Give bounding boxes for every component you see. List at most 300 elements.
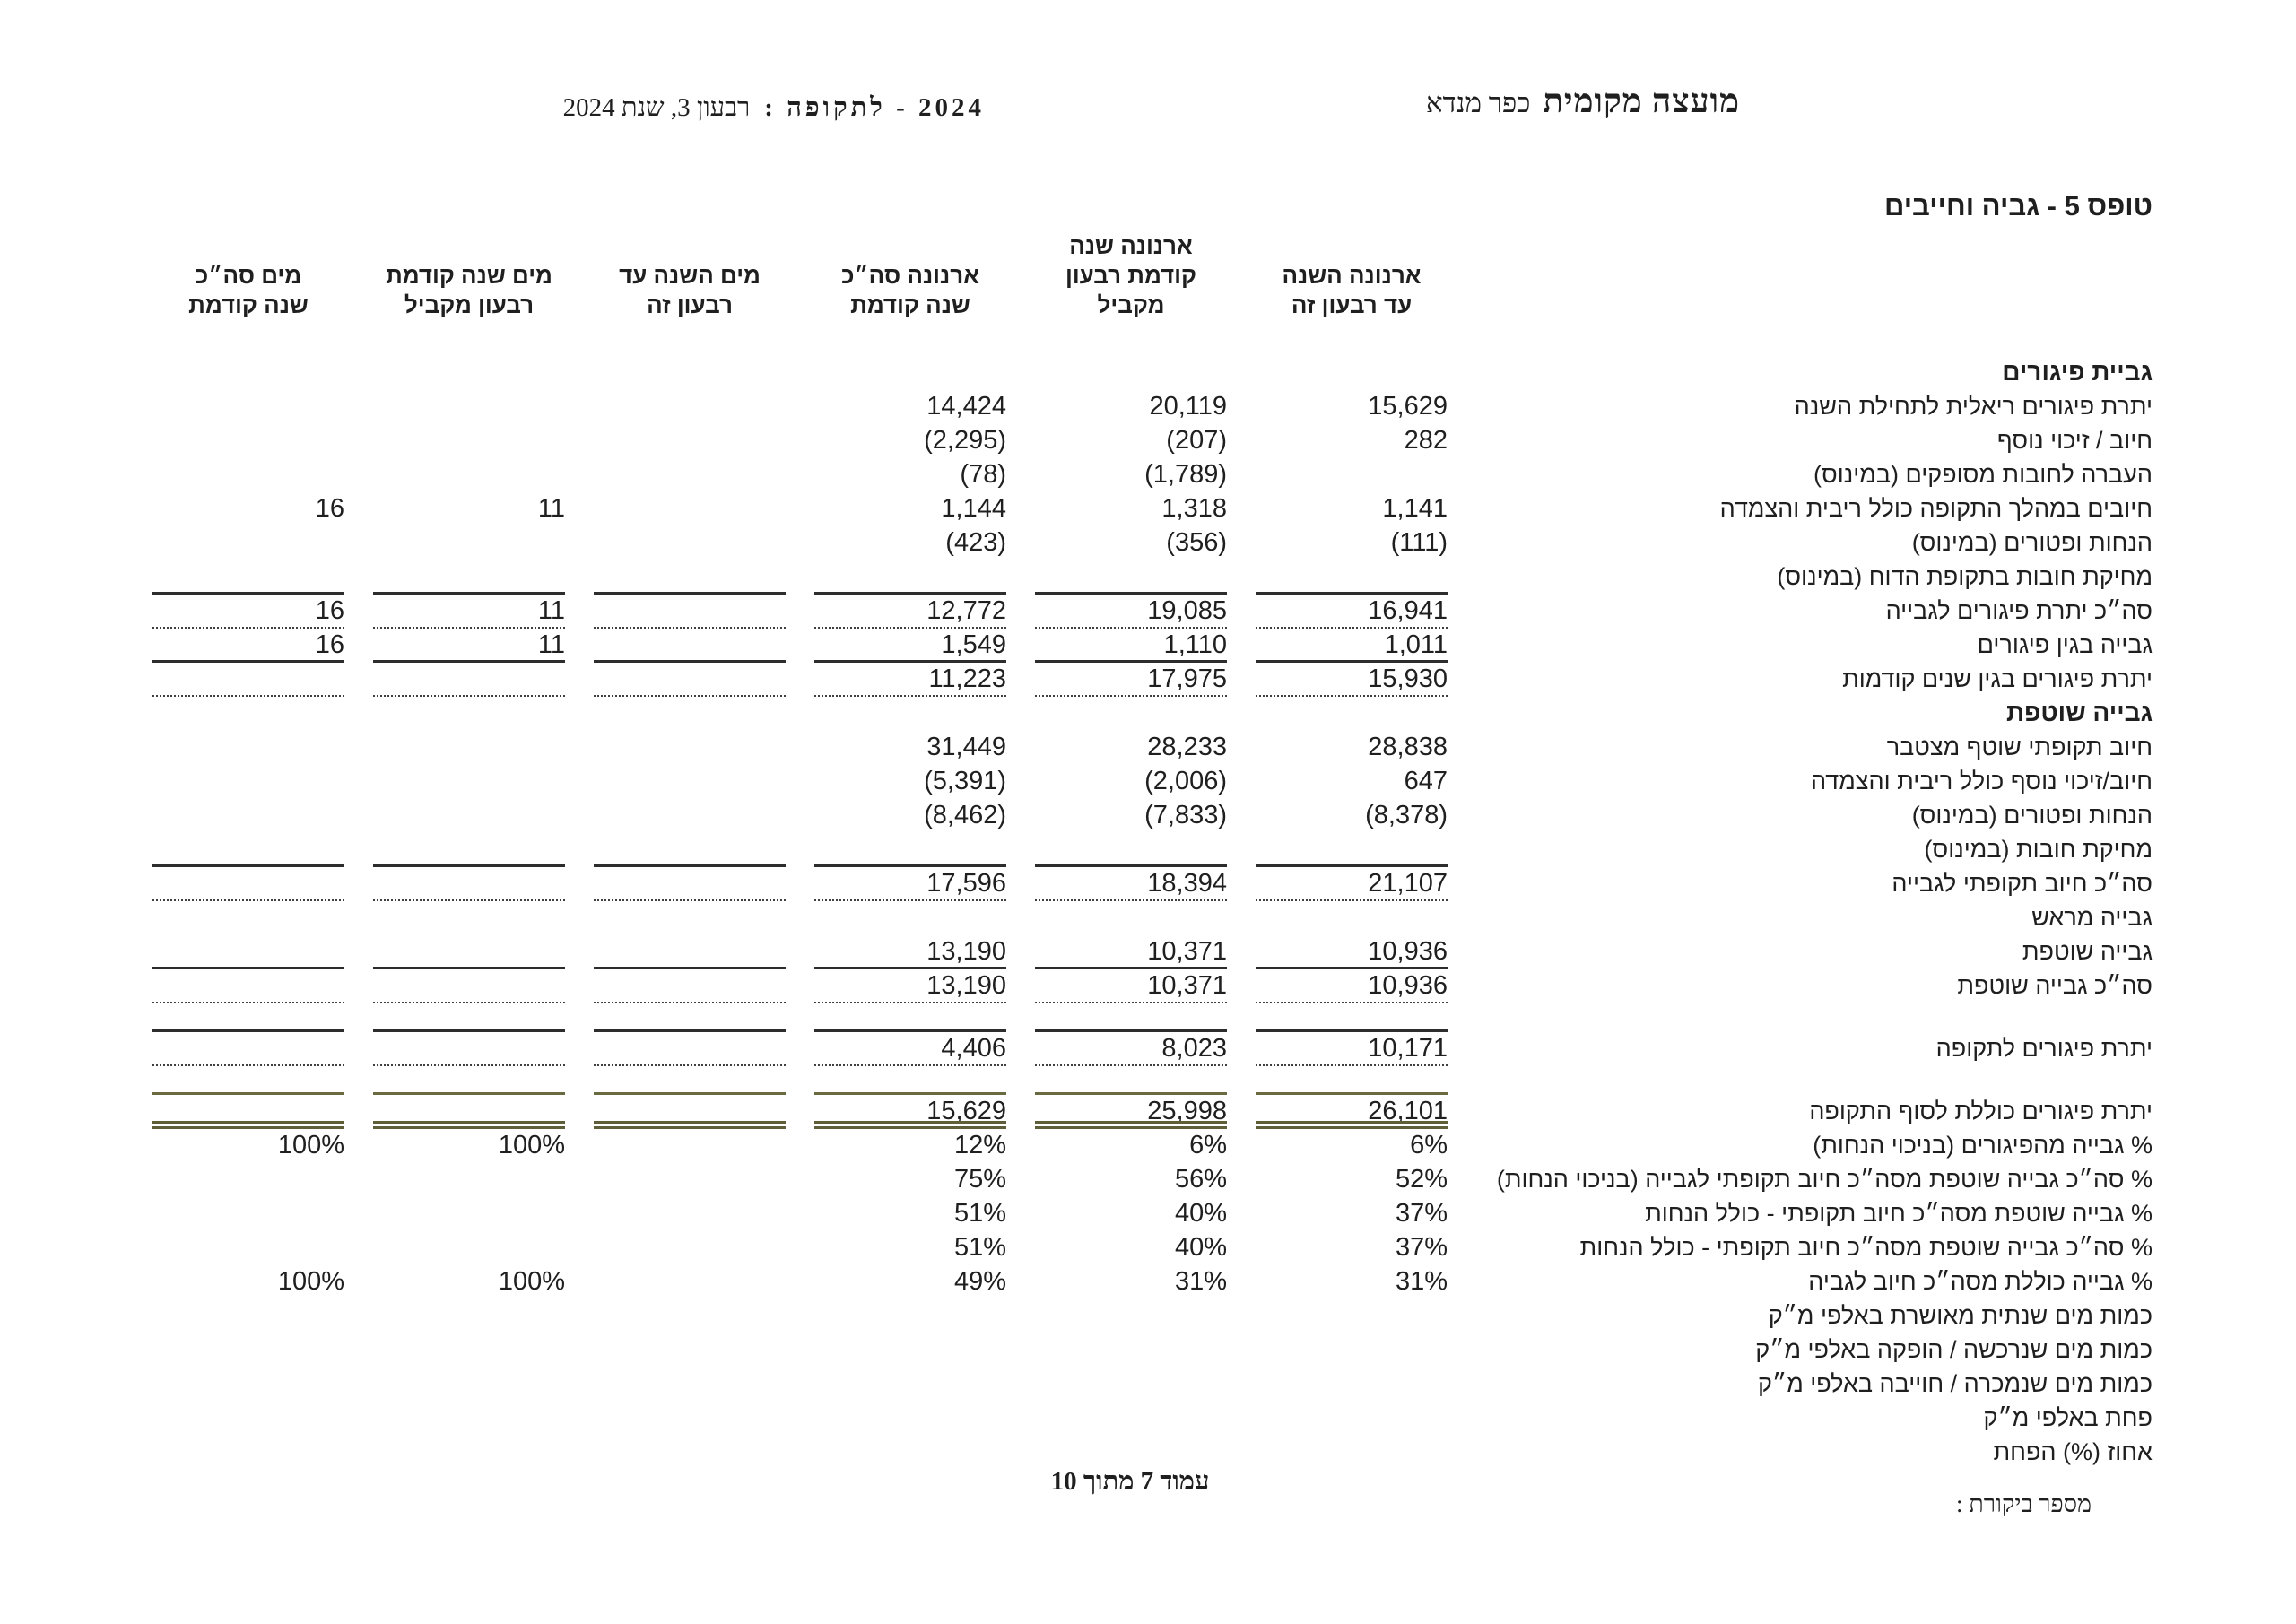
table-cell: [1021, 934, 1241, 968]
row-label: סה״כ יתרת פיגורים לגבייה: [1885, 597, 2152, 624]
row-label: הנחות ופטורים (במינוס): [1911, 802, 2152, 829]
table-cell: [579, 1367, 800, 1401]
table-cell: [579, 1003, 800, 1031]
row-label: כמות מים שנרכשה / הופקה באלפי מ״ק: [1755, 1336, 2152, 1363]
table-cell: [579, 457, 800, 491]
cell-value: 100%: [277, 1267, 344, 1296]
table-cell: [1021, 1065, 1241, 1094]
table-cell: [800, 662, 1021, 696]
table-cell: [800, 730, 1021, 764]
cell-value: 12%: [953, 1131, 1006, 1159]
table-cell: [800, 594, 1021, 628]
table-cell: [138, 594, 359, 628]
cell-value: 6%: [1189, 1131, 1227, 1159]
cell-value: (111): [1390, 528, 1448, 557]
table-cell: [1241, 1094, 1462, 1128]
table-cell: [359, 662, 579, 696]
rule-line-top: [1035, 1029, 1227, 1032]
table-cell: [579, 1401, 800, 1435]
council-type: מועצה מקומית: [1543, 83, 1740, 120]
row-label-header-spacer: [1462, 231, 2152, 324]
table-cell: [800, 798, 1021, 832]
table-cell: [359, 457, 579, 491]
table-cell: [1241, 628, 1462, 662]
table-cell: [1241, 696, 1462, 730]
table-cell: [1021, 1196, 1241, 1230]
table-cell: [1241, 491, 1462, 525]
cell-value: 15,629: [926, 1097, 1006, 1125]
table-cell: [800, 423, 1021, 457]
row-label: % גבייה שוטפת מסה״כ חיוב תקופתי - כולל הנחות: [1645, 1200, 2152, 1227]
table-cell: [800, 1230, 1021, 1264]
rule-line-top: [814, 1092, 1006, 1095]
table-cell: [579, 1196, 800, 1230]
row-label: גבייה מראש: [2031, 904, 2152, 931]
row-label: [1462, 1003, 2152, 1031]
table-cell: [1241, 1435, 1462, 1469]
cell-value: 6%: [1410, 1131, 1448, 1159]
row-label: העברה לחובות מסופקים (במינוס): [1813, 461, 2152, 488]
table-cell: [1241, 1162, 1462, 1196]
table-cell: [1241, 968, 1462, 1003]
table-cell: [359, 696, 579, 730]
cell-value: 647: [1404, 767, 1448, 795]
cell-value: 13,190: [926, 937, 1006, 966]
table-cell: [138, 1128, 359, 1162]
table-cell: [359, 594, 579, 628]
rule-line-top: [814, 592, 1006, 595]
table-cell: [359, 525, 579, 560]
table-cell: [800, 628, 1021, 662]
table-cell: [579, 900, 800, 934]
cell-value: 10,936: [1368, 937, 1448, 966]
table-cell: [138, 934, 359, 968]
table-cell: [138, 730, 359, 764]
table-cell: [138, 1367, 359, 1401]
column-header-line: שנה קודמת: [188, 291, 309, 318]
table-row: [138, 1367, 2152, 1401]
table-cell: [1021, 389, 1241, 423]
table-cell: [1241, 560, 1462, 594]
cell-value: 100%: [498, 1131, 565, 1159]
table-row: [138, 628, 2152, 662]
table-cell: [1021, 1031, 1241, 1065]
table-cell: [1241, 900, 1462, 934]
form-title: טופס 5 - גביה וחייבים: [1884, 190, 2152, 221]
cell-value: 15,930: [1368, 664, 1448, 693]
table-cell: [1241, 1264, 1462, 1298]
row-label: % סה״כ גבייה שוטפת מסה״כ חיוב תקופתי - כולל הנחות: [1579, 1234, 2152, 1261]
table-cell: [1241, 1003, 1462, 1031]
cell-value: 28,838: [1368, 733, 1448, 761]
table-cell: [800, 1065, 1021, 1094]
cell-value: 1,110: [1163, 630, 1227, 659]
rule-line-top: [1035, 864, 1227, 867]
table-cell: [1021, 628, 1241, 662]
table-cell: [579, 1298, 800, 1333]
column-header-line: מים סה״כ: [195, 262, 302, 289]
table-cell: [1241, 423, 1462, 457]
table-cell: [800, 934, 1021, 968]
table-cell: [579, 696, 800, 730]
table-cell: [1021, 696, 1241, 730]
table-row: [138, 1094, 2152, 1128]
table-cell: [359, 934, 579, 968]
cell-value: 11: [537, 630, 565, 659]
table-cell: [1241, 934, 1462, 968]
cell-value: 51%: [953, 1233, 1006, 1262]
rule-line-top: [1256, 1029, 1448, 1032]
cell-value: 21,107: [1368, 869, 1448, 898]
table-row: [138, 1435, 2152, 1469]
cell-value: 11,223: [928, 664, 1006, 693]
table-cell: [1021, 560, 1241, 594]
cell-value: 17,975: [1147, 664, 1227, 693]
rule-line-top: [152, 1029, 344, 1032]
rule-line-top: [373, 1029, 565, 1032]
cell-value: 49%: [953, 1267, 1006, 1296]
cell-value: (8,462): [924, 801, 1006, 829]
row-label: פחת באלפי מ״ק: [1983, 1404, 2152, 1431]
row-label: מחיקת חובות (במינוס): [1924, 836, 2152, 863]
cell-value: 10,371: [1147, 937, 1227, 966]
cell-value: 16: [315, 630, 344, 659]
table-cell: [579, 389, 800, 423]
row-label: חיובים במהלך התקופה כולל ריבית והצמדה: [1719, 495, 2152, 522]
column-header-line: עד רבעון זה: [1291, 291, 1413, 318]
table-cell: [138, 1264, 359, 1298]
table-row: [138, 934, 2152, 968]
table-cell: [1241, 1298, 1462, 1333]
table-cell: [1241, 1367, 1462, 1401]
cell-value: 16,941: [1368, 596, 1448, 625]
rule-line-top: [814, 864, 1006, 867]
table-cell: [579, 764, 800, 798]
table-cell: [1241, 1196, 1462, 1230]
council-name: כפר מנדא: [1426, 87, 1531, 118]
table-cell: [359, 1031, 579, 1065]
table-row: [138, 423, 2152, 457]
table-cell: [1021, 900, 1241, 934]
table-cell: [1021, 1367, 1241, 1401]
cell-value: 52%: [1395, 1165, 1448, 1194]
table-row: [138, 662, 2152, 696]
table-cell: [579, 662, 800, 696]
cell-value: 56%: [1174, 1165, 1227, 1194]
table-cell: [579, 1230, 800, 1264]
cell-value: 75%: [953, 1165, 1006, 1194]
cell-value: 14,424: [926, 392, 1006, 421]
table-cell: [138, 1162, 359, 1196]
table-row: [138, 355, 2152, 389]
table-cell: [579, 1094, 800, 1128]
row-label: גבייה שוטפת: [2022, 938, 2152, 965]
table-cell: [800, 355, 1021, 389]
table-cell: [1241, 389, 1462, 423]
table-cell: [359, 1196, 579, 1230]
table-cell: [579, 832, 800, 866]
table-cell: [359, 968, 579, 1003]
row-label: יתרת פיגורים כוללת לסוף התקופה: [1809, 1098, 2152, 1125]
table-cell: [1241, 594, 1462, 628]
cell-value: 20,119: [1149, 392, 1227, 421]
rule-line-top: [152, 864, 344, 867]
table-row: [138, 798, 2152, 832]
table-cell: [359, 1128, 579, 1162]
table-cell: [138, 1298, 359, 1333]
table-cell: [800, 1162, 1021, 1196]
table-cell: [138, 1401, 359, 1435]
table-cell: [1021, 457, 1241, 491]
table-row: [138, 1162, 2152, 1196]
cell-value: 10,371: [1147, 971, 1227, 1000]
row-label: % גבייה כוללת מסה״כ חיוב לגביה: [1808, 1268, 2152, 1295]
column-header-line: רבעון זה: [647, 291, 733, 318]
table-cell: [1021, 1435, 1241, 1469]
table-cell: [800, 968, 1021, 1003]
table-row: [138, 1031, 2152, 1065]
cell-value: 100%: [277, 1131, 344, 1159]
row-label: יתרת פיגורים לתקופה: [1935, 1035, 2152, 1062]
table-cell: [800, 1435, 1021, 1469]
table-cell: [1241, 1401, 1462, 1435]
table-cell: [138, 1031, 359, 1065]
cell-value: 4,406: [941, 1034, 1006, 1063]
row-label: אחוז (%) הפחת: [1993, 1438, 2152, 1465]
cell-value: 15,629: [1368, 392, 1448, 421]
table-cell: [1021, 832, 1241, 866]
table-cell: [1021, 1298, 1241, 1333]
column-header-line: שנה קודמת: [850, 291, 970, 318]
cell-value: (2,295): [924, 426, 1006, 455]
page-number: עמוד 7 מתוך 10: [1050, 1467, 1210, 1496]
column-header: [800, 231, 1021, 324]
table-row: [138, 1401, 2152, 1435]
table-cell: [138, 491, 359, 525]
row-label: חיוב תקופתי שוטף מצטבר: [1886, 734, 2152, 760]
table-cell: [800, 900, 1021, 934]
table-cell: [800, 1367, 1021, 1401]
column-header-line: מקביל: [1097, 291, 1165, 318]
table-cell: [359, 560, 579, 594]
table-cell: [138, 1230, 359, 1264]
table-cell: [800, 1003, 1021, 1031]
row-label: חיוב/זיכוי נוסף כולל ריבית והצמדה: [1810, 768, 2152, 795]
table-cell: [800, 1333, 1021, 1367]
table-cell: [359, 798, 579, 832]
table-cell: [1241, 355, 1462, 389]
table-cell: [800, 491, 1021, 525]
table-cell: [138, 1003, 359, 1031]
table-cell: [359, 491, 579, 525]
table-cell: [800, 696, 1021, 730]
rule-line-top: [1256, 1092, 1448, 1095]
council-header: [1426, 83, 1740, 121]
cell-value: 25,998: [1147, 1097, 1227, 1125]
cell-value: 1,011: [1384, 630, 1448, 659]
table-row: [138, 1196, 2152, 1230]
table-cell: [138, 1065, 359, 1094]
cell-value: (5,391): [924, 767, 1006, 795]
table-cell: [579, 355, 800, 389]
table-cell: [579, 1128, 800, 1162]
table-cell: [579, 1065, 800, 1094]
table-cell: [579, 423, 800, 457]
table-cell: [800, 1401, 1021, 1435]
table-cell: [579, 1435, 800, 1469]
table-cell: [800, 1196, 1021, 1230]
table-cell: [1021, 1003, 1241, 1031]
cell-value: (2,006): [1144, 767, 1227, 795]
table-cell: [138, 355, 359, 389]
table-cell: [138, 1196, 359, 1230]
table-cell: [579, 1264, 800, 1298]
rule-line-top: [594, 1092, 786, 1095]
row-label: סה״כ חיוב תקופתי לגבייה: [1892, 870, 2152, 897]
cell-value: (1,789): [1144, 460, 1227, 489]
table-body: [138, 355, 2152, 1469]
row-label: גבייה בגין פיגורים: [1977, 631, 2152, 658]
table-row: [138, 1298, 2152, 1333]
table-cell: [579, 798, 800, 832]
cell-value: 19,085: [1147, 596, 1227, 625]
table-row: [138, 525, 2152, 560]
table-cell: [138, 696, 359, 730]
table-cell: [800, 1094, 1021, 1128]
row-label: כמות מים שנתית מאושרת באלפי מ״ק: [1768, 1302, 2152, 1329]
cell-value: (78): [960, 460, 1006, 489]
cell-value: 31%: [1395, 1267, 1448, 1296]
table-cell: [1241, 457, 1462, 491]
table-cell: [800, 832, 1021, 866]
table-row: [138, 968, 2152, 1003]
cell-value: 17,596: [926, 869, 1006, 898]
column-header-line: מים שנה קודמת: [386, 262, 552, 289]
table-row: [138, 696, 2152, 730]
row-label: יתרת פיגורים בגין שנים קודמות: [1842, 665, 2152, 692]
table-cell: [359, 764, 579, 798]
table-row: [138, 594, 2152, 628]
rule-line-top: [373, 1092, 565, 1095]
cell-value: 10,171: [1368, 1034, 1448, 1063]
table-row: [138, 457, 2152, 491]
table-cell: [800, 1031, 1021, 1065]
cell-value: (8,378): [1365, 801, 1448, 829]
cell-value: (7,833): [1144, 801, 1227, 829]
table-cell: [579, 866, 800, 900]
row-label: % גבייה מהפיגורים (בניכוי הנחות): [1813, 1132, 2152, 1159]
table-cell: [359, 1435, 579, 1469]
table-cell: [1021, 730, 1241, 764]
column-header-line: ארנונה סה״כ: [841, 262, 979, 289]
table-cell: [359, 1298, 579, 1333]
cell-value: 37%: [1395, 1199, 1448, 1228]
table-cell: [800, 1264, 1021, 1298]
table-cell: [359, 866, 579, 900]
row-label: [1462, 1065, 2152, 1094]
table-row: [138, 1230, 2152, 1264]
table-cell: [1241, 764, 1462, 798]
table-cell: [1021, 764, 1241, 798]
table-cell: [359, 1065, 579, 1094]
table-cell: [138, 1094, 359, 1128]
rule-line-top: [152, 1092, 344, 1095]
table-cell: [138, 628, 359, 662]
table-cell: [138, 1333, 359, 1367]
table-cell: [1021, 1230, 1241, 1264]
table-cell: [138, 525, 359, 560]
row-label: הנחות ופטורים (במינוס): [1911, 529, 2152, 556]
table-cell: [138, 866, 359, 900]
table-cell: [359, 730, 579, 764]
cell-value: 26,101: [1368, 1097, 1448, 1125]
table-cell: [800, 457, 1021, 491]
table-cell: [1021, 1401, 1241, 1435]
table-cell: [1241, 866, 1462, 900]
table-row: [138, 560, 2152, 594]
rule-line-top: [594, 864, 786, 867]
table-cell: [579, 730, 800, 764]
cell-value: 16: [315, 596, 344, 625]
table-row: [138, 832, 2152, 866]
table-row: [138, 1128, 2152, 1162]
table-row: [138, 730, 2152, 764]
column-header-line: ארנונה השנה: [1282, 262, 1422, 289]
table-cell: [138, 560, 359, 594]
table-cell: [1241, 798, 1462, 832]
table-cell: [1021, 1094, 1241, 1128]
column-header-line: ארנונה שנה: [1069, 232, 1193, 259]
cell-value: 1,318: [1161, 494, 1227, 523]
table-cell: [579, 628, 800, 662]
column-header: [359, 231, 579, 324]
table-cell: [359, 423, 579, 457]
table-cell: [359, 628, 579, 662]
table-cell: [800, 389, 1021, 423]
table-cell: [579, 1333, 800, 1367]
table-cell: [359, 1162, 579, 1196]
cell-value: 28,233: [1147, 733, 1227, 761]
table-cell: [359, 1094, 579, 1128]
table-cell: [359, 1333, 579, 1367]
table-cell: [1021, 491, 1241, 525]
rule-line-top: [152, 592, 344, 595]
table-cell: [1241, 1128, 1462, 1162]
cell-value: 31%: [1174, 1267, 1227, 1296]
table-cell: [1241, 525, 1462, 560]
rule-line-top: [373, 592, 565, 595]
rule-line-top: [814, 1029, 1006, 1032]
table-cell: [579, 525, 800, 560]
table-cell: [1021, 1333, 1241, 1367]
table-row: [138, 1333, 2152, 1367]
table-cell: [800, 764, 1021, 798]
table-cell: [579, 968, 800, 1003]
table-row: [138, 900, 2152, 934]
table-cell: [800, 1298, 1021, 1333]
table-cell: [138, 764, 359, 798]
cell-value: 37%: [1395, 1233, 1448, 1262]
table-cell: [359, 1401, 579, 1435]
table-cell: [579, 594, 800, 628]
spacer-row: [138, 1003, 2152, 1031]
table-cell: [1021, 866, 1241, 900]
row-label: כמות מים שנמכרה / חוייבה באלפי מ״ק: [1757, 1370, 2152, 1397]
rule-line-top: [1035, 592, 1227, 595]
cell-value: (207): [1166, 426, 1227, 455]
table-cell: [579, 1031, 800, 1065]
table-row: [138, 764, 2152, 798]
